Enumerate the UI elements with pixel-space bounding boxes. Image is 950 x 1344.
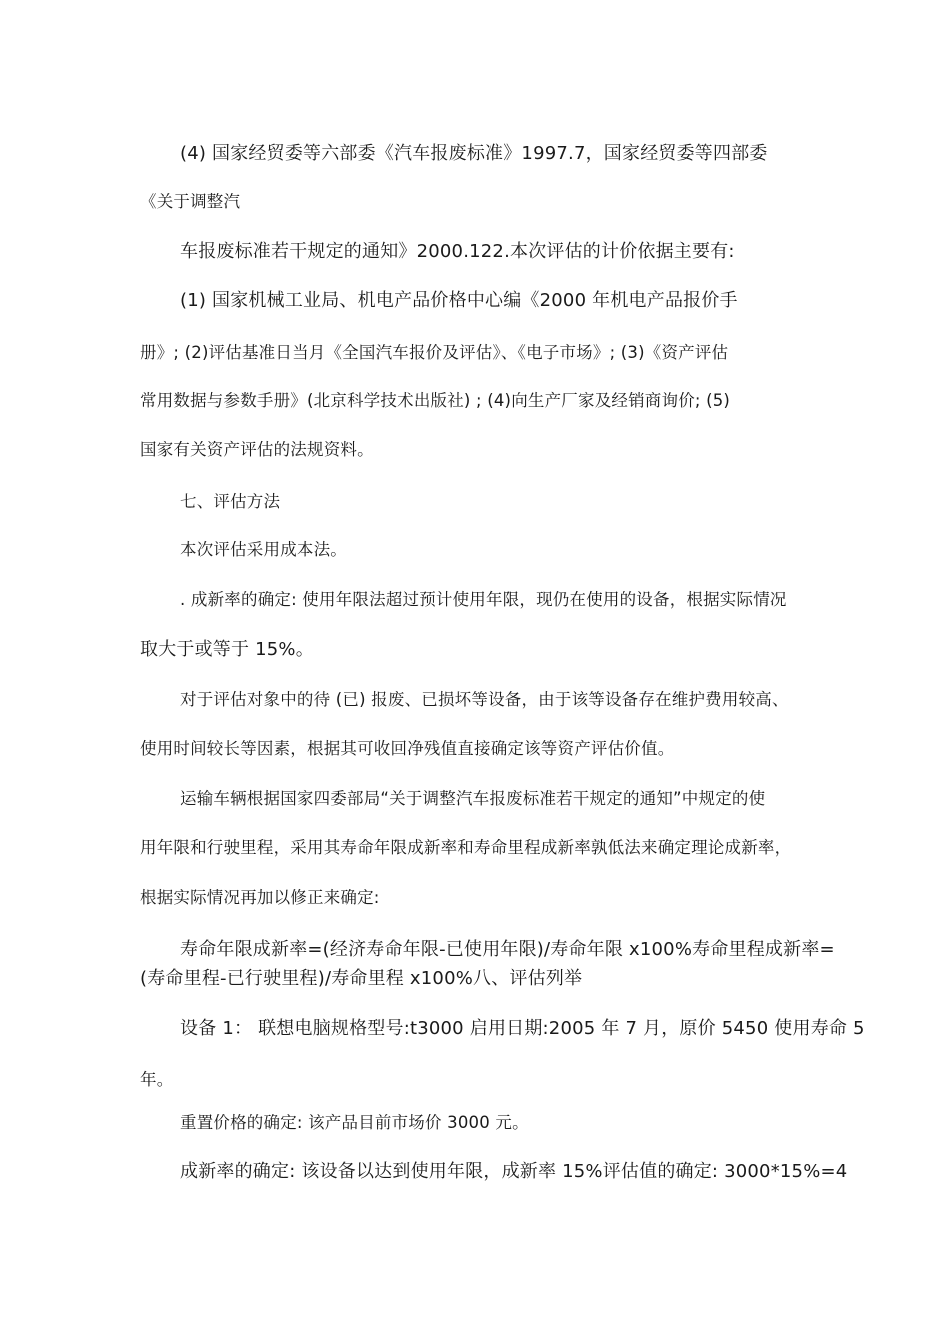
paragraph-line-10: . 成新率的确定: 使用年限法超过预计使用年限，现仍在使用的设备，根据实际情况: [180, 590, 787, 609]
paragraph-line-7: 国家有关资产评估的法规资料。: [140, 440, 374, 459]
section-heading-7: 七、评估方法: [180, 492, 281, 511]
formula-line-1: 寿命年限成新率=(经济寿命年限-已使用年限)/寿命年限 x100%寿命里程成新率=: [180, 939, 835, 960]
example-line-1: 设备 1： 联想电脑规格型号:t3000 启用日期:2005 年 7 月，原价 5450 使用寿命 5: [180, 1018, 865, 1039]
paragraph-line-16: 根据实际情况再加以修正来确定:: [140, 888, 380, 907]
paragraph-line-12: 对于评估对象中的待 (已) 报废、已损坏等设备，由于该等设备存在维护费用较高、: [180, 690, 789, 709]
paragraph-line-14: 运输车辆根据国家四委部局“关于调整汽车报废标准若干规定的通知”中规定的使: [180, 789, 766, 808]
paragraph-line-15: 用年限和行驶里程，采用其寿命年限成新率和寿命里程成新率孰低法来确定理论成新率，: [140, 838, 792, 857]
formula-line-2: (寿命里程-已行驶里程)/寿命里程 x100%八、评估列举: [140, 968, 583, 989]
paragraph-line-13: 使用时间较长等因素，根据其可收回净残值直接确定该等资产评估价值。: [140, 739, 675, 758]
example-line-2: 年。: [140, 1070, 174, 1089]
paragraph-line-1: (4) 国家经贸委等六部委《汽车报废标准》1997.7，国家经贸委等四部委: [180, 143, 768, 164]
paragraph-line-3: 车报废标准若干规定的通知》2000.122.本次评估的计价依据主要有:: [180, 241, 735, 262]
paragraph-line-2: 《关于调整汽: [140, 192, 241, 211]
example-line-4: 成新率的确定: 该设备以达到使用年限，成新率 15%评估值的确定: 3000*15%=4: [180, 1161, 848, 1182]
example-line-3: 重置价格的确定: 该产品目前市场价 3000 元。: [180, 1113, 529, 1132]
paragraph-line-11: 取大于或等于 15%。: [140, 639, 314, 660]
paragraph-line-9: 本次评估采用成本法。: [180, 540, 347, 559]
paragraph-line-6: 常用数据与参数手册》(北京科学技术出版社) ; (4)向生产厂家及经销商询价; (5): [140, 391, 731, 410]
paragraph-line-5: 册》; (2)评估基准日当月《全国汽车报价及评估》、《电子市场》; (3)《资产评估: [140, 343, 729, 362]
paragraph-line-4: (1) 国家机械工业局、机电产品价格中心编《2000 年机电产品报价手: [180, 290, 738, 311]
